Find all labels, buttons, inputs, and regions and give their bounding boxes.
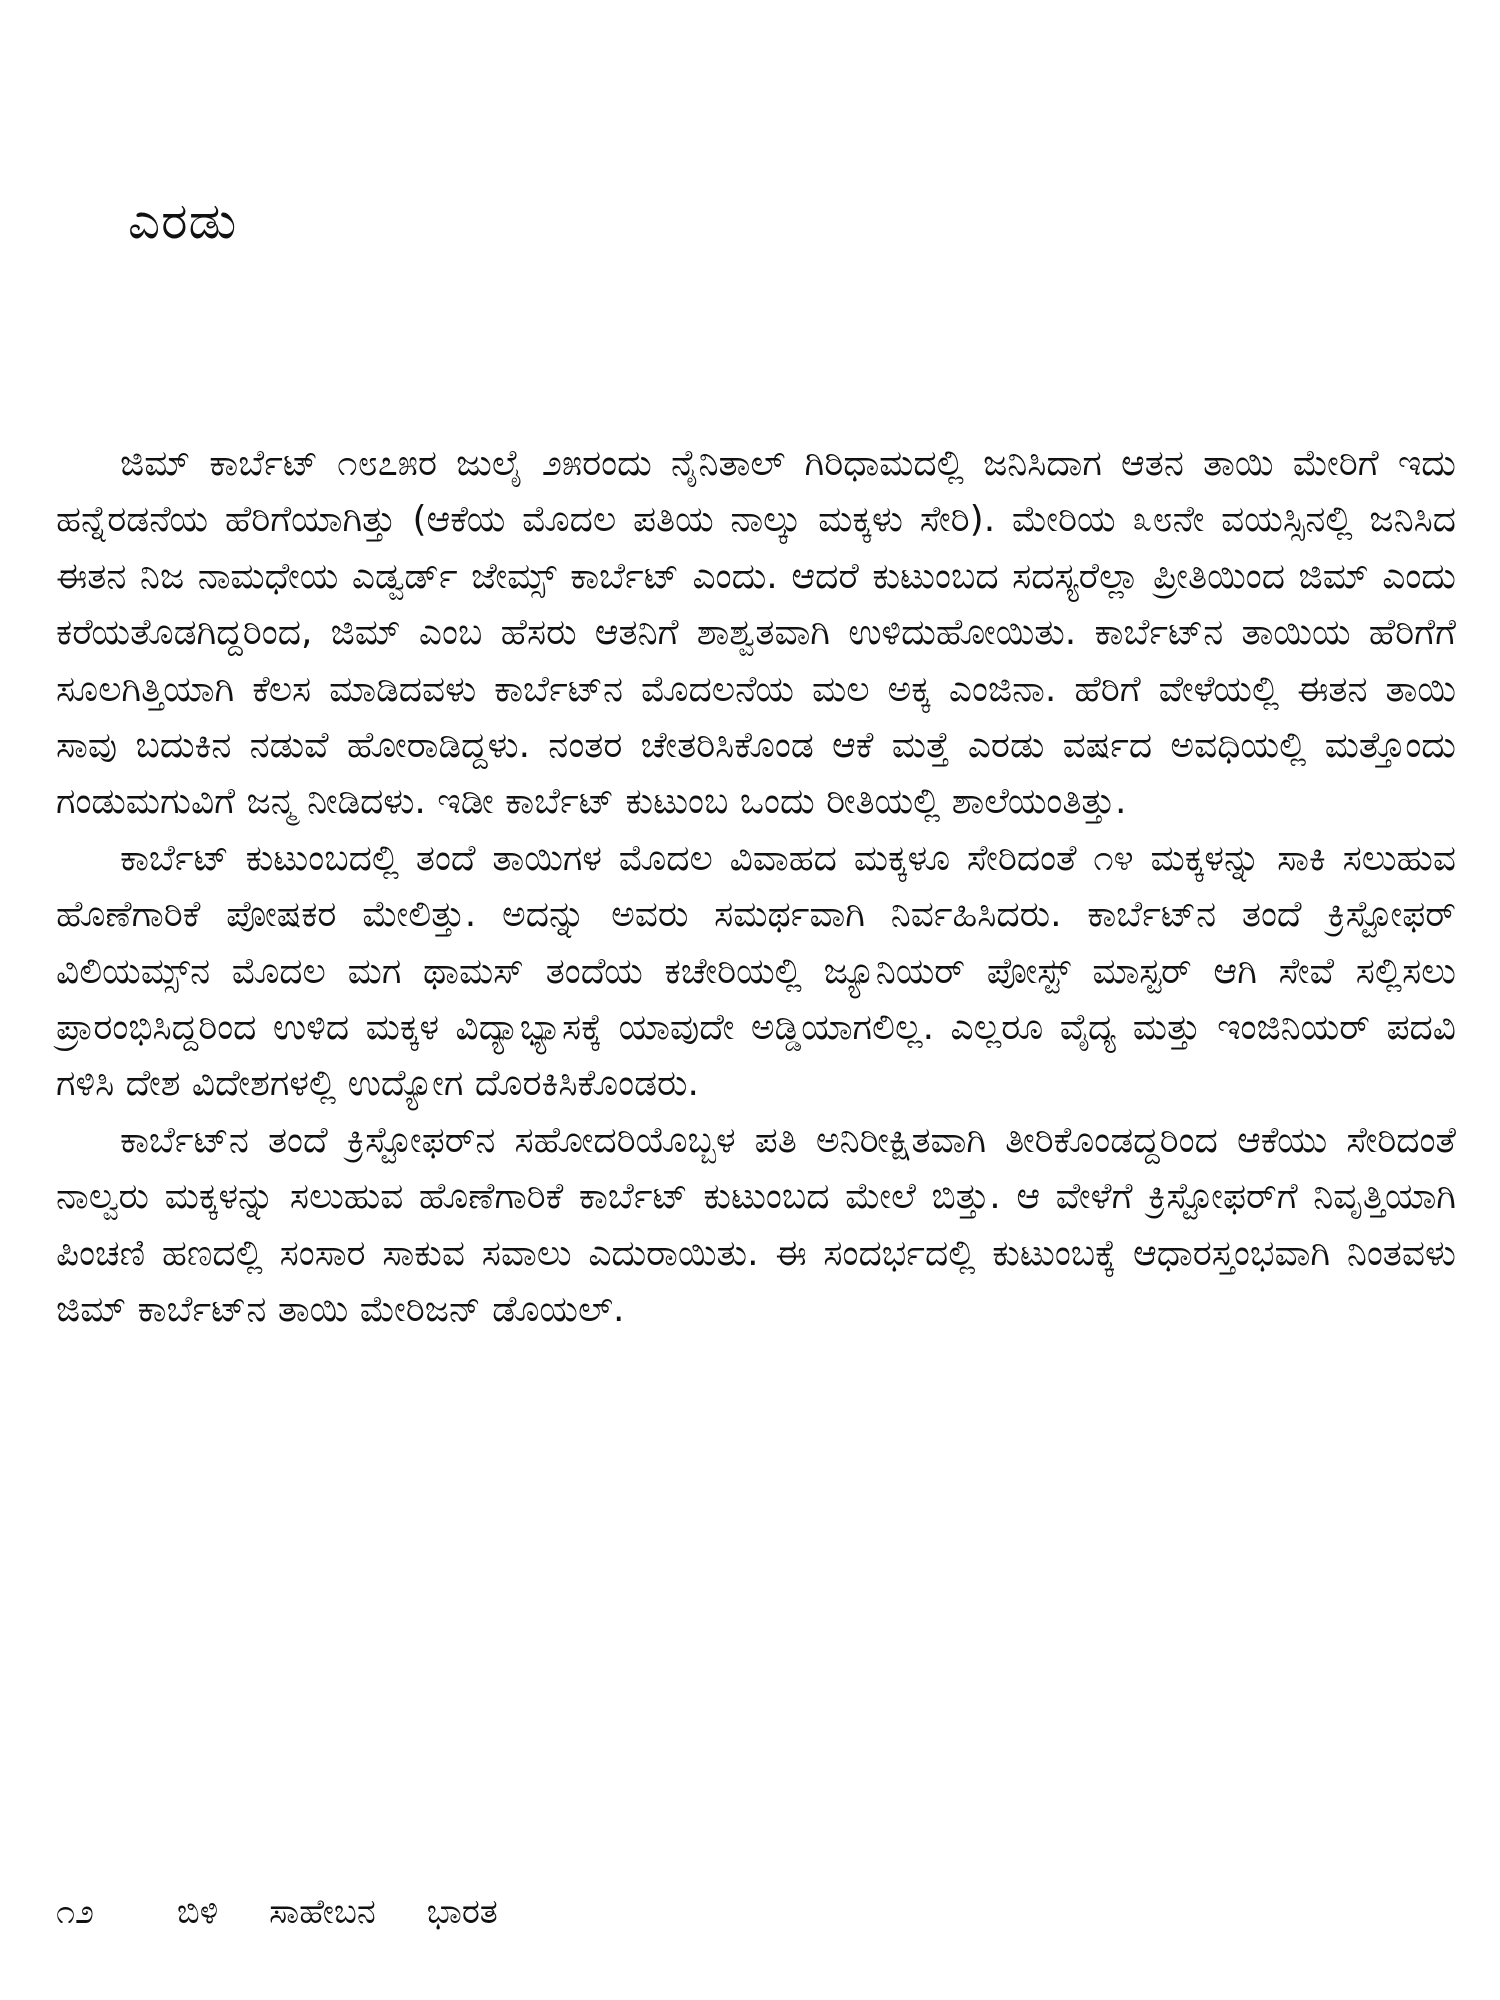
paragraph: ಕಾರ್ಬೆಟ್ ಕುಟುಂಬದಲ್ಲಿ ತಂದೆ ತಾಯಿಗಳ ಮೊದಲ ವಿವಾಹದ ಮಕ್ಕಳೂ ಸೇರಿದಂತೆ ೧೪ ಮಕ್ಕಳನ್ನು ಸಾಕಿ ಸಲುಹುವ ಹೊಣೆಗಾರಿಕೆ ಪೋಷಕರ ಮೇಲಿತ್ತು. ಅದನ್ನು ಅವರು ಸಮರ್ಥವಾಗಿ ನಿರ್ವಹಿಸಿದರು. ಕಾರ್ಬೆಟ್‌ನ ತಂದೆ ಕ್ರಿಸ್ಟೋಫರ್ ವಿಲಿಯಮ್ಸ್‌ನ ಮೊದಲ ಮಗ ಥಾಮಸ್ ತಂದೆಯ ಕಚೇರಿಯಲ್ಲಿ ಜ್ಯೂನಿಯರ್ ಪೋಸ್ಟ್ ಮಾಸ್ಟರ್ ಆಗಿ ಸೇವೆ ಸಲ್ಲಿಸಲು ಪ್ರಾರಂಭಿಸಿದ್ದರಿಂದ ಉಳಿದ ಮಕ್ಕಳ ವಿದ್ಯಾಭ್ಯಾಸಕ್ಕೆ ಯಾವುದೇ ಅಡ್ಡಿಯಾಗಲಿಲ್ಲ. ಎಲ್ಲರೂ ವೈದ್ಯ ಮತ್ತು ಇಂಜಿನಿಯರ್ ಪದವಿ ಗಳಿಸಿ ದೇಶ ವಿದೇಶಗಳಲ್ಲಿ ಉದ್ಯೋಗ ದೊರಕಿಸಿಕೊಂಡರು. bbox=[56, 837, 1456, 1105]
chapter-title: ಎರಡು bbox=[128, 192, 238, 250]
running-book-title: ಬಿಳಿ ಸಾಹೇಬನ ಭಾರತ bbox=[176, 1892, 498, 1932]
paragraph: ಕಾರ್ಬೆಟ್‌ನ ತಂದೆ ಕ್ರಿಸ್ಟೋಫರ್‌ನ ಸಹೋದರಿಯೊಬ್ಬಳ ಪತಿ ಅನಿರೀಕ್ಷಿತವಾಗಿ ತೀರಿಕೊಂಡದ್ದರಿಂದ ಆಕೆಯು ಸೇರಿದಂತೆ ನಾಲ್ವರು ಮಕ್ಕಳನ್ನು ಸಲುಹುವ ಹೊಣೆಗಾರಿಕೆ ಕಾರ್ಬೆಟ್ ಕುಟುಂಬದ ಮೇಲೆ ಬಿತ್ತು. ಆ ವೇಳೆಗೆ ಕ್ರಿಸ್ಟೋಫರ್‌ಗೆ ನಿವೃತ್ತಿಯಾಗಿ ಪಿಂಚಣಿ ಹಣದಲ್ಲಿ ಸಂಸಾರ ಸಾಕುವ ಸವಾಲು ಎದುರಾಯಿತು. ಈ ಸಂದರ್ಭದಲ್ಲಿ ಕುಟುಂಬಕ್ಕೆ ಆಧಾರಸ್ತಂಭವಾಗಿ ನಿಂತವಳು ಜಿಮ್ ಕಾರ್ಬೆಟ್‌ನ ತಾಯಿ ಮೇರಿಜನ್ ಡೊಯಲ್. bbox=[56, 1119, 1456, 1331]
page-number: ೧೨ bbox=[56, 1892, 95, 1932]
page-footer bbox=[56, 1892, 498, 1932]
chapter-body bbox=[56, 436, 1456, 1339]
paragraph: ಜಿಮ್ ಕಾರ್ಬೆಟ್ ೧೮೭೫ರ ಜುಲೈ ೨೫ರಂದು ನೈನಿತಾಲ್ ಗಿರಿಧಾಮದಲ್ಲಿ ಜನಿಸಿದಾಗ ಆತನ ತಾಯಿ ಮೇರಿಗೆ ಇದು ಹನ್ನೆರಡನೆಯ ಹೆರಿಗೆಯಾಗಿತ್ತು (ಆಕೆಯ ಮೊದಲ ಪತಿಯ ನಾಲ್ಕು ಮಕ್ಕಳು ಸೇರಿ). ಮೇರಿಯ ೩೮ನೇ ವಯಸ್ಸಿನಲ್ಲಿ ಜನಿಸಿದ ಈತನ ನಿಜ ನಾಮಧೇಯ ಎಡ್ವರ್ಡ್ ಜೇಮ್ಸ್ ಕಾರ್ಬೆಟ್ ಎಂದು. ಆದರೆ ಕುಟುಂಬದ ಸದಸ್ಯರೆಲ್ಲಾ ಪ್ರೀತಿಯಿಂದ ಜಿಮ್ ಎಂದು ಕರೆಯತೊಡಗಿದ್ದರಿಂದ, ಜಿಮ್ ಎಂಬ ಹೆಸರು ಆತನಿಗೆ ಶಾಶ್ವತವಾಗಿ ಉಳಿದುಹೋಯಿತು. ಕಾರ್ಬೆಟ್‌ನ ತಾಯಿಯ ಹೆರಿಗೆಗೆ ಸೂಲಗಿತ್ತಿಯಾಗಿ ಕೆಲಸ ಮಾಡಿದವಳು ಕಾರ್ಬೆಟ್‌ನ ಮೊದಲನೆಯ ಮಲ ಅಕ್ಕ ಎಂಜಿನಾ. ಹೆರಿಗೆ ವೇಳೆಯಲ್ಲಿ ಈತನ ತಾಯಿ ಸಾವು ಬದುಕಿನ ನಡುವೆ ಹೋರಾಡಿದ್ದಳು. ನಂತರ ಚೇತರಿಸಿಕೊಂಡ ಆಕೆ ಮತ್ತೆ ಎರಡು ವರ್ಷದ ಅವಧಿಯಲ್ಲಿ ಮತ್ತೊಂದು ಗಂಡುಮಗುವಿಗೆ ಜನ್ಮ ನೀಡಿದಳು. ಇಡೀ ಕಾರ್ಬೆಟ್ ಕುಟುಂಬ ಒಂದು ರೀತಿಯಲ್ಲಿ ಶಾಲೆಯಂತಿತ್ತು. bbox=[56, 443, 1456, 823]
